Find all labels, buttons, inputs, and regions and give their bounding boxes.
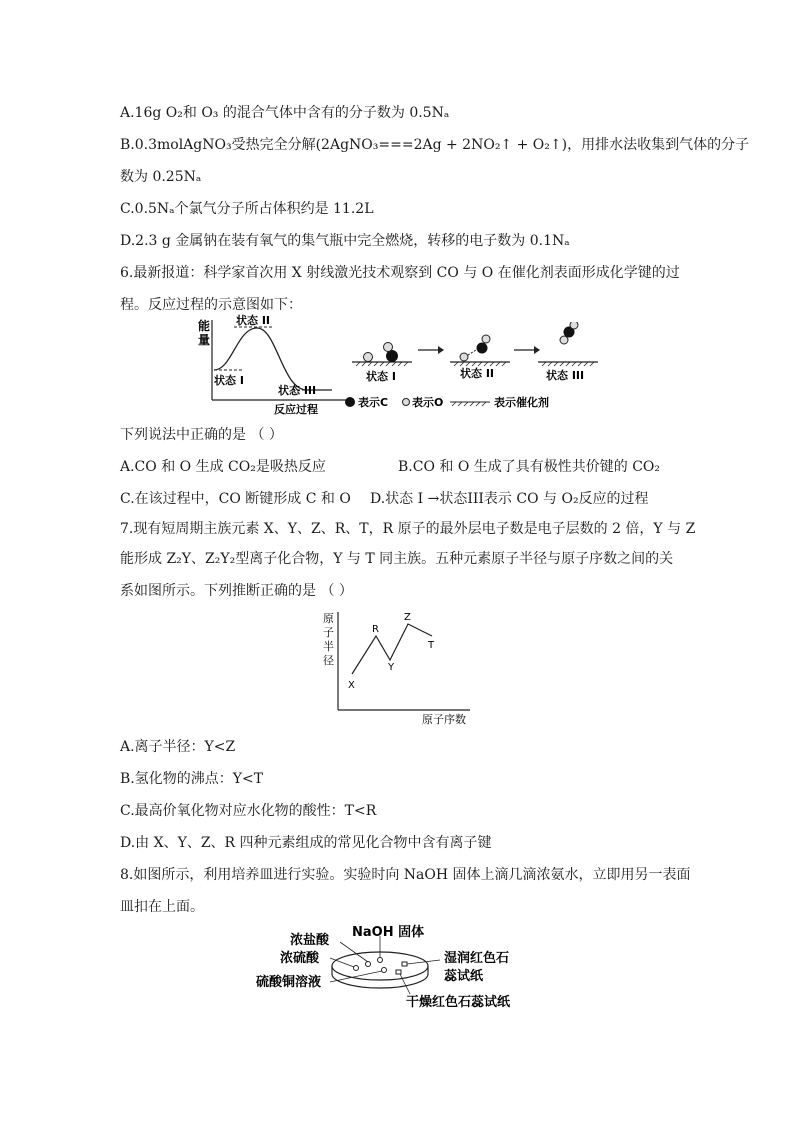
q6-question: 下列说法中正确的是 （ ） xyxy=(120,427,283,443)
q7-option-b: B.氢化物的沸点：Y<T xyxy=(120,771,264,787)
chart-point-z: Z xyxy=(404,612,411,623)
q6-option-d: D.状态 I →状态III表示 CO 与 O₂反应的过程 xyxy=(370,491,649,507)
legend-c-icon xyxy=(345,397,355,407)
chart-point-r: R xyxy=(372,624,379,635)
o-atom-icon xyxy=(570,322,578,329)
energy-y-label-2: 量 xyxy=(198,333,211,347)
q8-stem-line2: 皿扣在上面。 xyxy=(120,899,204,915)
q7-stem-line1: 7.现有短周期主族元素 X、Y、Z、R、T，R 原子的最外层电子数是电子层数的 2 倍，Y 与 Z xyxy=(120,521,696,537)
chart-x-label: 原子序数 xyxy=(422,713,466,726)
label-dry-litmus: 干燥红色石蕊试纸 xyxy=(406,995,511,1010)
q6-option-c: C.在该过程中，CO 断键形成 C 和 O xyxy=(120,491,351,507)
q5-option-a: A.16g O₂和 O₃ 的混合气体中含有的分子数为 0.5Nₐ xyxy=(120,105,450,121)
q7-option-c: C.最高价氧化物对应水化物的酸性：T<R xyxy=(120,803,377,819)
o-atom-icon xyxy=(460,353,468,361)
q5-option-d: D.2.3 g 金属钠在装有氧气的集气瓶中完全燃烧，转移的电子数为 0.1Nₐ xyxy=(120,233,570,249)
q7-option-a: A.离子半径：Y<Z xyxy=(120,739,236,755)
o-atom-icon xyxy=(560,336,568,344)
chart-y-label-4: 径 xyxy=(323,654,334,667)
q8-stem-line1: 8.如图所示，利用培养皿进行实验。实验时向 NaOH 固体上滴几滴浓氨水，立即用另一表面 xyxy=(120,867,691,883)
c-atom-icon xyxy=(477,343,488,354)
chart-point-x: X xyxy=(348,680,355,691)
q5-option-b-line2: 数为 0.25Nₐ xyxy=(120,169,202,185)
label-wet-litmus-2: 蕊试纸 xyxy=(444,969,484,984)
atomic-radius-chart xyxy=(318,608,478,726)
q7-stem-line2: 能形成 Z₂Y、Z₂Y₂型离子化合物，Y 与 T 同主族。五种元素原子半径与原子序数之间的关 xyxy=(120,551,674,567)
q6-stem-line1: 6.最新报道：科学家首次用 X 射线激光技术观察到 CO 与 O 在催化剂表面形成化学键的过 xyxy=(120,265,680,281)
o-atom-icon xyxy=(364,353,373,362)
legend-o-label: 表示O xyxy=(412,396,444,409)
chart-y-label-2: 子 xyxy=(323,626,334,639)
energy-state-3: 状态 III xyxy=(278,384,317,397)
label-h2so4: 浓硫酸 xyxy=(280,951,320,966)
legend-catalyst-label: 表示催化剂 xyxy=(494,396,549,409)
mol-state-1: 状态 I xyxy=(366,370,396,383)
label-cuso4: 硫酸铜溶液 xyxy=(256,975,322,990)
q7-stem-line3: 系如图所示。下列推断正确的是 （ ） xyxy=(120,583,353,599)
q6-option-b: B.CO 和 O 生成了具有极性共价键的 CO₂ xyxy=(398,459,661,475)
legend-o-icon xyxy=(403,399,410,406)
energy-state-2: 状态 II xyxy=(236,314,271,327)
label-wet-litmus-1: 湿润红色石 xyxy=(444,951,510,966)
mol-state-2: 状态 II xyxy=(460,367,495,380)
o-atom-icon xyxy=(384,343,393,352)
legend-c-label: 表示C xyxy=(358,396,389,409)
energy-profile-diagram xyxy=(192,314,362,418)
chart-y-label-1: 原 xyxy=(323,612,334,625)
chart-y-label-3: 半 xyxy=(323,640,334,653)
o-atom-icon xyxy=(482,335,490,343)
energy-x-label: 反应过程 xyxy=(274,403,318,416)
q6-stem-line2: 程。反应过程的示意图如下： xyxy=(120,297,302,313)
chart-point-y: Y xyxy=(388,662,395,673)
petri-dish-diagram xyxy=(250,920,540,1014)
catalyst-surface-diagram xyxy=(342,322,622,418)
energy-state-1: 状态 I xyxy=(214,374,244,387)
chart-point-t: T xyxy=(428,640,435,651)
label-naoh: NaOH 固体 xyxy=(352,925,425,940)
q7-option-d: D.由 X、Y、Z、R 四种元素组成的常见化合物中含有离子键 xyxy=(120,835,492,851)
q5-option-c: C.0.5Nₐ个氯气分子所占体积约是 11.2L xyxy=(120,201,374,217)
label-hcl: 浓盐酸 xyxy=(290,933,330,948)
energy-y-label-1: 能 xyxy=(198,319,211,333)
q6-option-a: A.CO 和 O 生成 CO₂是吸热反应 xyxy=(120,459,326,475)
q5-option-b-line1: B.0.3molAgNO₃受热完全分解(2AgNO₃===2Ag + 2NO₂↑ + O₂↑)，用排水法收集到气体的分子 xyxy=(120,137,750,153)
mol-state-3: 状态 III xyxy=(546,369,585,382)
